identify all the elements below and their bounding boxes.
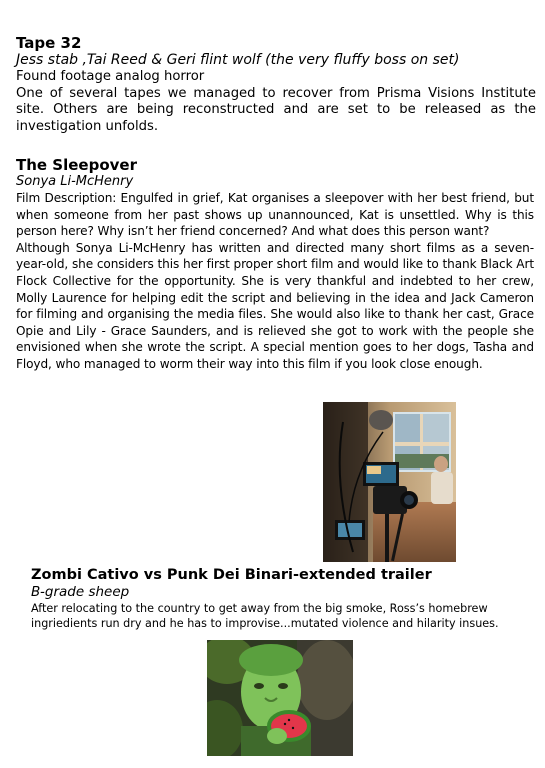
tape-32-genre: Found footage analog horror xyxy=(16,69,205,84)
zombi-cativo-section xyxy=(31,566,531,631)
film-set-photo-art xyxy=(323,402,456,562)
zombi-credits: B-grade sheep xyxy=(31,584,130,600)
zombi-description: After relocating to the country to get away from the big smoke, Ross’s homebrew ingriedients run dry and he has to improvise...mutated violence and hilarity insues. xyxy=(31,602,499,630)
zombie-photo-art xyxy=(207,640,353,756)
tape-32-title: Tape 32 xyxy=(16,34,82,52)
sleepover-bio: Although Sonya Li-McHenry has written and directed many short films as a seven-year-old, she considers this her first proper short film and would like to thank Black Art Flock Collective for the opportunity. She is very thankful and indebted to her crew, Molly Laurence for helping edit the script and believing in the idea and Jack Cameron for filming and organising the media files. She would also like to thank her cast, Grace Opie and Lily - Grace Saunders, and is relieved she got to work with the people she envisioned when she wrote the script. A special mention goes to her dogs, Tasha and Floyd, who managed to worm their way into this film if you look close enough. xyxy=(16,240,534,371)
sleepover-section xyxy=(16,156,534,373)
sleepover-director: Sonya Li-McHenry xyxy=(16,174,134,189)
film-set-photo xyxy=(323,402,456,562)
zombie-photo xyxy=(207,640,353,756)
zombi-title: Zombi Cativo vs Punk Dei Binari-extended trailer xyxy=(31,567,432,583)
tape-32-description: One of several tapes we managed to recover from Prisma Visions Institute site. Others are being reconstructed and are set to be released as the investigation unfolds. xyxy=(16,85,536,134)
tape-32-section xyxy=(16,34,536,135)
sleepover-description: Film Description: Engulfed in grief, Kat organises a sleepover with her best friend, but when someone from her past shows up unannounced, Kat is unsettled. Why is this person here? Why isn’t her friend concerned? And what does this person want? xyxy=(16,191,534,239)
sleepover-title: The Sleepover xyxy=(16,156,137,174)
tape-32-credits: Jess stab ,Tai Reed & Geri flint wolf (the very fluffy boss on set) xyxy=(16,52,460,68)
